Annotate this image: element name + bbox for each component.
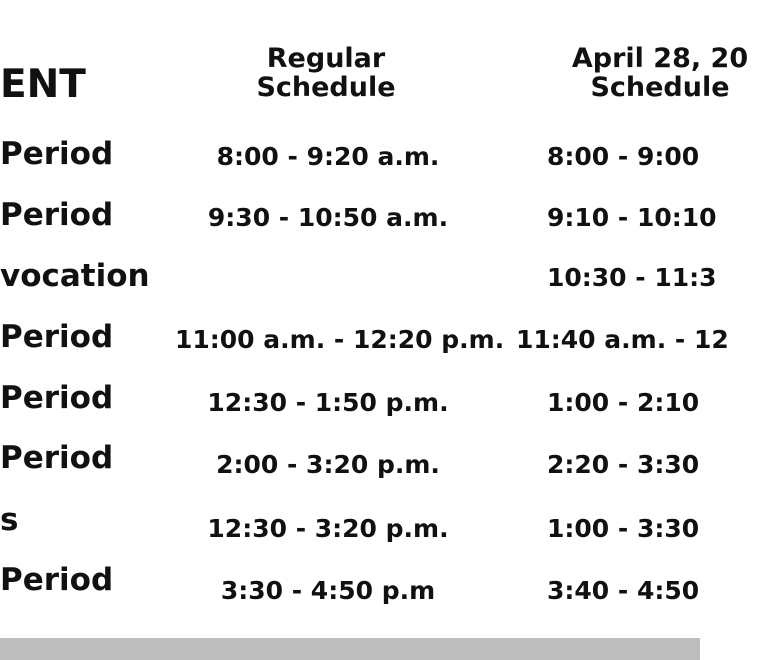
row-april-time: 1:00 - 2:10: [547, 388, 700, 417]
header-regular-line1: Regular: [266, 43, 386, 74]
header-april-line2: Schedule: [590, 72, 730, 103]
header-event: ENT: [0, 62, 86, 107]
row-event: Period: [0, 136, 114, 172]
row-event: Period: [0, 319, 114, 355]
footer-bar: [0, 638, 700, 660]
row-april-time: 10:30 - 11:3: [547, 263, 717, 292]
row-regular-time: 8:00 - 9:20 a.m.: [216, 142, 440, 171]
row-april-time: 3:40 - 4:50: [547, 576, 700, 605]
row-april-time: 9:10 - 10:10: [547, 203, 717, 232]
row-event: vocation: [0, 258, 150, 294]
row-april-time: 11:40 a.m. - 12: [516, 325, 729, 354]
row-regular-time: 12:30 - 1:50 p.m.: [207, 388, 449, 417]
row-regular-time: 12:30 - 3:20 p.m.: [207, 514, 449, 543]
row-april-time: 2:20 - 3:30: [547, 450, 700, 479]
row-regular-time: 3:30 - 4:50 p.m: [220, 576, 436, 605]
row-april-time: 8:00 - 9:00: [547, 142, 700, 171]
row-event: s: [0, 502, 19, 538]
row-regular-time: 2:00 - 3:20 p.m.: [216, 450, 440, 479]
row-regular-time: 9:30 - 10:50 a.m.: [207, 203, 449, 232]
row-event: Period: [0, 562, 114, 598]
row-regular-time: 11:00 a.m. - 12:20 p.m.: [175, 325, 505, 354]
row-event: Period: [0, 380, 114, 416]
row-event: Period: [0, 440, 114, 476]
row-april-time: 1:00 - 3:30: [547, 514, 700, 543]
header-april-schedule: [540, 44, 780, 102]
header-regular-schedule: [246, 44, 406, 102]
header-april-line1: April 28, 20: [571, 43, 749, 74]
header-regular-line2: Schedule: [256, 72, 396, 103]
row-event: Period: [0, 197, 114, 233]
